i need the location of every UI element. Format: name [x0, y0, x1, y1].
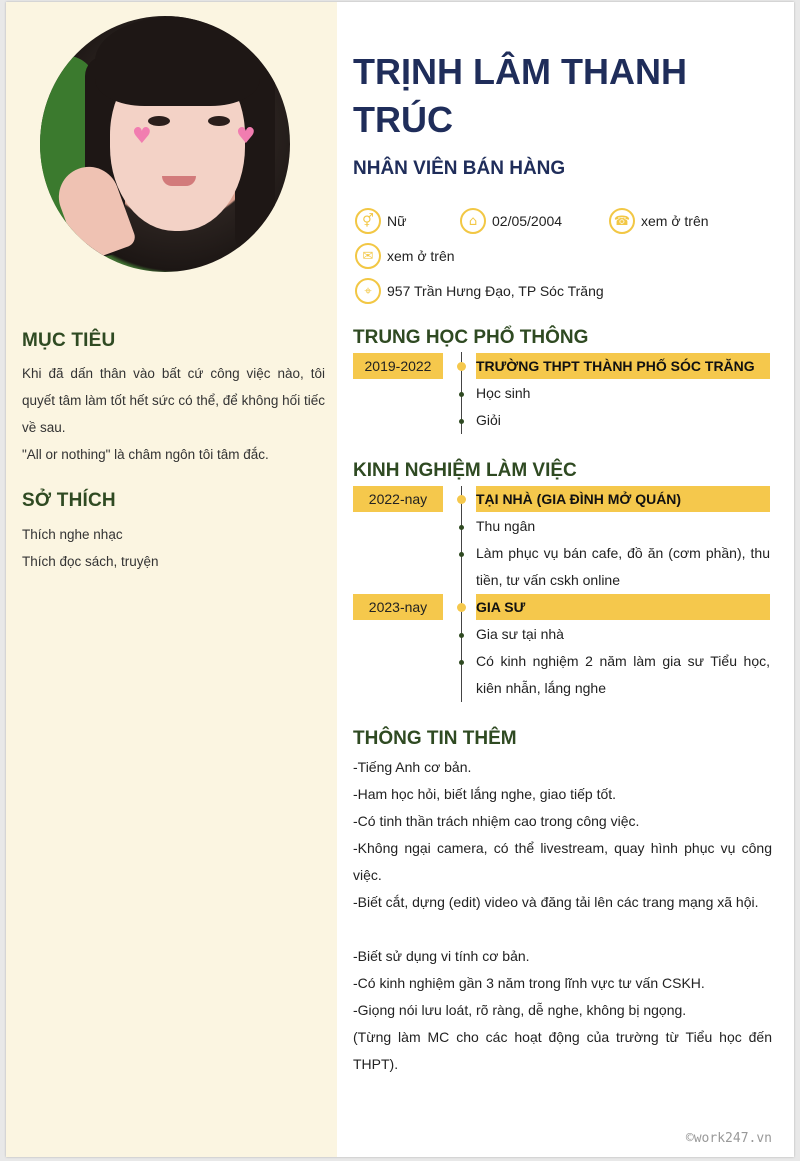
candidate-role: NHÂN VIÊN BÁN HÀNG [353, 158, 566, 179]
contact-email [355, 243, 455, 269]
job-item: Gia sư tại nhà [476, 626, 564, 642]
cake-icon: ⌂ [460, 208, 486, 234]
additional-line: -Biết sử dụng vi tính cơ bản. [353, 948, 530, 964]
contact-phone [609, 208, 709, 234]
hobby-item: Thích nghe nhạc [22, 527, 123, 542]
email-value: xem ở trên [387, 248, 455, 264]
timeline-line [461, 486, 462, 702]
job-period: 2022-nay [353, 486, 443, 512]
education-item: Giỏi [476, 412, 501, 428]
gender-value: Nữ [387, 213, 407, 229]
job-place: TẠI NHÀ (GIA ĐÌNH MỞ QUÁN) [476, 486, 770, 512]
bullet-dot [459, 660, 464, 665]
cv-page [6, 2, 794, 1157]
additional-title: THÔNG TIN THÊM [353, 728, 517, 749]
contact-birthday [460, 208, 562, 234]
additional-line: -Tiếng Anh cơ bản. [353, 759, 472, 775]
phone-icon: ☎ [609, 208, 635, 234]
hobby-item: Thích đọc sách, truyện [22, 554, 159, 569]
bullet-dot [459, 392, 464, 397]
job-item: Thu ngân [476, 518, 536, 534]
birthday-value: 02/05/2004 [492, 213, 563, 229]
mail-icon: ✉ [355, 243, 381, 269]
profile-photo: ♥ ♥ [40, 16, 290, 272]
bullet-dot [459, 419, 464, 424]
sidebar [6, 2, 337, 1157]
additional-line: -Không ngại camera, có thể livestream, quay hình phục vụ công việc. [353, 840, 772, 883]
job-item: Làm phục vụ bán cafe, đồ ăn (cơm phần), thu tiền, tư vấn cskh online [476, 545, 770, 588]
bullet-dot [459, 552, 464, 557]
bullet-dot [459, 633, 464, 638]
candidate-name: TRỊNH LÂM THANH TRÚC [353, 51, 687, 140]
education-period: 2019-2022 [353, 353, 443, 379]
address-value: 957 Trần Hưng Đạo, TP Sóc Trăng [387, 283, 604, 299]
additional-line: -Có kinh nghiệm gần 3 năm trong lĩnh vực tư vấn CSKH. [353, 975, 705, 991]
experience-title: KINH NGHIỆM LÀM VIỆC [353, 460, 577, 481]
timeline-dot [457, 362, 466, 371]
watermark: ©work247.vn [685, 1131, 772, 1146]
additional-line: -Biết cắt, dựng (edit) video và đăng tải lên các trang mạng xã hội. [353, 894, 759, 910]
timeline-dot [457, 495, 466, 504]
contact-gender [355, 208, 406, 234]
objective-text: Khi đã dấn thân vào bất cứ công việc nào, tôi quyết tâm làm tốt hết sức có thể, để không hối tiếc về sau. [22, 366, 325, 435]
job-place: GIA SƯ [476, 594, 770, 620]
education-item: Học sinh [476, 385, 531, 401]
job-period: 2023-nay [353, 594, 443, 620]
gender-icon: ⚥ [355, 208, 381, 234]
additional-line: -Ham học hỏi, biết lắng nghe, giao tiếp tốt. [353, 786, 617, 802]
additional-line: (Từng làm MC cho các hoạt động của trường từ Tiểu học đến THPT). [353, 1029, 772, 1072]
location-pin-icon: ⌖ [355, 278, 381, 304]
contact-address [355, 278, 604, 304]
education-school: TRƯỜNG THPT THÀNH PHỐ SÓC TRĂNG [476, 353, 770, 379]
phone-value: xem ở trên [641, 213, 709, 229]
timeline-dot [457, 603, 466, 612]
bullet-dot [459, 525, 464, 530]
additional-line: -Giọng nói lưu loát, rõ ràng, dễ nghe, không bị ngọng. [353, 1002, 687, 1018]
additional-line: -Có tinh thần trách nhiệm cao trong công việc. [353, 813, 640, 829]
job-item: Có kinh nghiệm 2 năm làm gia sư Tiểu học, kiên nhẫn, lắng nghe [476, 653, 770, 696]
objective-motto: "All or nothing" là châm ngôn tôi tâm đắc. [22, 447, 269, 462]
objective-title: MỤC TIÊU [22, 330, 116, 351]
hobbies-title: SỞ THÍCH [22, 490, 116, 511]
education-title: TRUNG HỌC PHỔ THÔNG [353, 327, 589, 348]
